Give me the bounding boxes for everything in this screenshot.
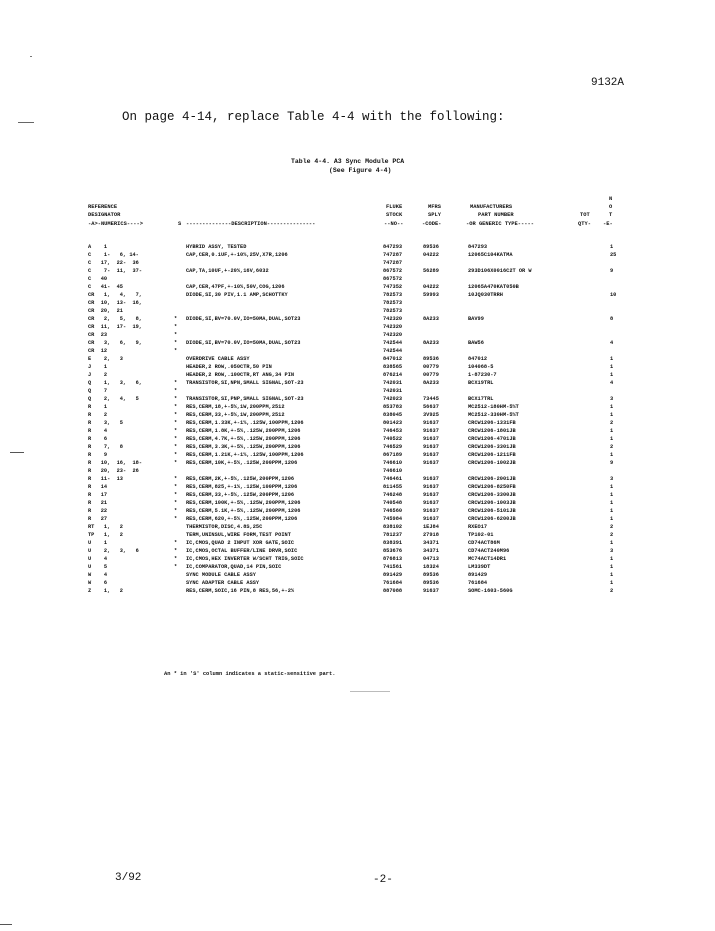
qty-cell: 2	[610, 444, 614, 450]
document-number: 9132A	[591, 77, 625, 89]
mfr-code-cell: 89536	[423, 244, 439, 250]
mfr-code-cell: 91637	[423, 452, 439, 458]
description-cell: RES,CERM,2K,+-5%,.125W,200PPM,1206	[186, 476, 295, 482]
static-flag-cell: *	[174, 476, 178, 482]
fluke-stock-cell: 746248	[383, 492, 403, 498]
static-flag-cell: *	[174, 420, 178, 426]
description-cell: CAP,CER,47PF,+-10%,50V,COG,1206	[186, 284, 285, 290]
fluke-stock-cell: 742320	[383, 332, 403, 338]
fluke-stock-cell: 742544	[383, 340, 403, 346]
header-s: S	[178, 221, 182, 227]
qty-cell: 10	[610, 292, 617, 298]
ref-cell: R 7, 8	[88, 444, 123, 450]
description-cell: RES,CERM,3.3K,+-5%,.125W,200PPM,1206	[186, 444, 301, 450]
mfr-code-cell: 89536	[423, 580, 439, 586]
qty-cell: 1	[610, 492, 614, 498]
fluke-stock-cell: 847293	[383, 244, 403, 250]
part-number-cell: CRCW1206-3301JB	[468, 444, 516, 450]
qty-cell: 4	[610, 380, 614, 386]
qty-cell: 4	[610, 340, 614, 346]
fluke-stock-cell: 853676	[383, 548, 403, 554]
fluke-stock-cell: 867572	[383, 276, 403, 282]
fluke-stock-cell: 782573	[383, 308, 403, 314]
fluke-stock-cell: 746453	[383, 428, 403, 434]
fluke-stock-cell: 742031	[383, 388, 403, 394]
mfr-code-cell: 91637	[423, 476, 439, 482]
fluke-stock-cell: 887088	[383, 588, 403, 594]
fluke-stock-cell: 742023	[383, 396, 403, 402]
ref-cell: U 1	[88, 540, 108, 546]
fluke-stock-cell: 747287	[383, 252, 403, 258]
part-number-cell: LM339DT	[468, 564, 491, 570]
fluke-stock-cell: 741561	[383, 564, 403, 570]
qty-cell: 3	[610, 548, 614, 554]
part-number-cell: CRCW1206-3300JB	[468, 492, 516, 498]
ref-cell: CR 2, 5, 8,	[88, 316, 143, 322]
static-flag-cell: *	[174, 444, 178, 450]
part-number-cell: CD74ACT86M	[468, 540, 500, 546]
qty-cell: 1	[610, 364, 614, 370]
mfr-code-cell: 91637	[423, 484, 439, 490]
mfr-code-cell: 27918	[423, 532, 439, 538]
qty-cell: 1	[610, 412, 614, 418]
mfr-code-cell: 1EJ84	[423, 524, 439, 530]
description-cell: IC,COMPARATOR,QUAD,14 PIN,SOIC	[186, 564, 282, 570]
ref-cell: CR 11, 17- 19,	[88, 324, 143, 330]
ref-cell: CR 3, 6, 9,	[88, 340, 143, 346]
fluke-stock-cell: 742320	[383, 316, 403, 322]
ref-cell: E 2, 3	[88, 356, 123, 362]
description-cell: DIODE,SI,BV=70.0V,IO=50MA,DUAL,SOT23	[186, 316, 301, 322]
ref-cell: Z 1, 2	[88, 588, 123, 594]
fluke-stock-cell: 746560	[383, 508, 403, 514]
part-number-cell: 847012	[468, 356, 488, 362]
header-n3: T	[609, 212, 613, 218]
fluke-stock-cell: 742031	[383, 380, 403, 386]
mfr-code-cell: 91637	[423, 460, 439, 466]
part-number-cell: 891429	[468, 572, 488, 578]
part-number-cell: 12065A470KAT050B	[468, 284, 519, 290]
mfr-code-cell: 00779	[423, 372, 439, 378]
part-number-cell: CRCW1206-2001JB	[468, 476, 516, 482]
part-number-cell: BCX19TRL	[468, 380, 494, 386]
description-cell: RES,CERM,33,+-5%,.125W,200PPM,1206	[186, 492, 295, 498]
part-number-cell: 847293	[468, 244, 488, 250]
ref-cell: CR 1, 4, 7,	[88, 292, 143, 298]
fluke-stock-cell: 747287	[383, 260, 403, 266]
static-flag-cell: *	[174, 428, 178, 434]
part-number-cell: CRCW1206-4701JB	[468, 436, 516, 442]
mfr-code-cell: 04222	[423, 284, 439, 290]
ref-cell: R 9	[88, 452, 108, 458]
ref-cell: R 6	[88, 436, 108, 442]
qty-cell: 25	[610, 252, 617, 258]
mfr-code-cell: 00779	[423, 364, 439, 370]
footnote: An * in 'S' column indicates a static-sensitive part.	[164, 671, 336, 677]
part-number-cell: CRCW1206-1331FB	[468, 420, 516, 426]
qty-cell: 1	[610, 452, 614, 458]
static-flag-cell: *	[174, 516, 178, 522]
fluke-stock-cell: 782573	[383, 292, 403, 298]
description-cell: IC,CMOS,QUAD 2 INPUT XOR GATE,SOIC	[186, 540, 295, 546]
static-flag-cell: *	[174, 316, 178, 322]
header-fluke1: FLUKE	[386, 204, 403, 210]
part-number-cell: 293D106X0016C2T OR W	[468, 268, 532, 274]
static-flag-cell: *	[174, 332, 178, 338]
fluke-stock-cell: 838102	[383, 524, 403, 530]
qty-cell: 1	[610, 500, 614, 506]
fluke-stock-cell: 838565	[383, 364, 403, 370]
fluke-stock-cell: 867572	[383, 268, 403, 274]
mfr-code-cell: 59993	[423, 292, 439, 298]
qty-cell: 1	[610, 436, 614, 442]
fluke-stock-cell: 746610	[383, 468, 403, 474]
fluke-stock-cell: 876214	[383, 372, 403, 378]
mfr-code-cell: 56637	[423, 404, 439, 410]
qty-cell: 1	[610, 572, 614, 578]
mfr-code-cell: 91637	[423, 428, 439, 434]
description-cell: RES,CERM,620,+-5%,.125W,200PPM,1206	[186, 516, 298, 522]
description-cell: CAP,CER,0.1UF,+-10%,25V,X7R,1206	[186, 252, 288, 258]
qty-cell: 1	[610, 540, 614, 546]
description-cell: THERMISTOR,DISC,4.8S,25C	[186, 524, 263, 530]
mfr-code-cell: 3V925	[423, 412, 439, 418]
fluke-stock-cell: 867189	[383, 452, 403, 458]
ref-cell: C 40	[88, 276, 108, 282]
table-title: Table 4-4. A3 Sync Module PCA	[291, 158, 405, 165]
description-cell: DIODE,SI,30 PIV,1.1 AMP,SCHOTTKY	[186, 292, 288, 298]
fluke-stock-cell: 761684	[383, 580, 403, 586]
ref-cell: C 1- 6, 14-	[88, 252, 139, 258]
ref-cell: CR 23	[88, 332, 108, 338]
ref-cell: W 6	[88, 580, 108, 586]
static-flag-cell: *	[174, 484, 178, 490]
ref-cell: C 17, 22- 36	[88, 260, 139, 266]
description-cell: SYNC ADAPTER CABLE ASSY	[186, 580, 260, 586]
static-flag-cell: *	[174, 540, 178, 546]
part-number-cell: TP102-01	[468, 532, 494, 538]
header-description: --------------DESCRIPTION---------------	[186, 221, 316, 227]
qty-cell: 2	[610, 588, 614, 594]
part-number-cell: BAV99	[468, 316, 484, 322]
table-subtitle: (See Figure 4-4)	[329, 167, 392, 174]
header-mfrs2: SPLY	[428, 212, 441, 218]
fluke-stock-cell: 745984	[383, 516, 403, 522]
mfr-code-cell: 89536	[423, 572, 439, 578]
ref-cell: Q 7	[88, 388, 108, 394]
ref-cell: R 27	[88, 516, 108, 522]
part-number-cell: CRCW1206-1211FB	[468, 452, 516, 458]
qty-cell: 1	[610, 556, 614, 562]
qty-cell: 1	[610, 484, 614, 490]
ref-cell: R 20, 23- 26	[88, 468, 139, 474]
description-cell: RES,CERM,100K,+-5%,.125W,200PPM,1206	[186, 500, 301, 506]
description-cell: TRANSISTOR,SI,PNP,SMALL SIGNAL,SOT-23	[186, 396, 304, 402]
header-designator: DESIGNATOR	[88, 212, 121, 218]
ref-cell: C 41- 45	[88, 284, 123, 290]
qty-cell: 1	[610, 508, 614, 514]
ref-cell: R 21	[88, 500, 108, 506]
ref-cell: W 4	[88, 572, 108, 578]
static-flag-cell: *	[174, 452, 178, 458]
header-fluke3: --NO--	[384, 221, 404, 227]
fluke-stock-cell: 782573	[383, 300, 403, 306]
ref-cell: R 17	[88, 492, 108, 498]
mfr-code-cell: 91637	[423, 420, 439, 426]
mfr-code-cell: 91637	[423, 500, 439, 506]
description-cell: TERM,UNINSUL,WIRE FORM,TEST POINT	[186, 532, 291, 538]
static-flag-cell: *	[174, 548, 178, 554]
header-mfr3: -OR GENERIC TYPE-----	[466, 221, 534, 227]
fluke-stock-cell: 838391	[383, 540, 403, 546]
static-flag-cell: *	[174, 436, 178, 442]
mfr-code-cell: 34371	[423, 548, 439, 554]
margin-mark	[30, 56, 32, 57]
header-n1: N	[609, 196, 613, 202]
description-cell: HYBRID ASSY, TESTED	[186, 244, 247, 250]
ref-cell: U 2, 3, 6	[88, 548, 139, 554]
fluke-stock-cell: 838045	[383, 412, 403, 418]
qty-cell: 1	[610, 516, 614, 522]
header-tot1: TOT	[580, 212, 590, 218]
part-number-cell: BAW56	[468, 340, 484, 346]
mfr-code-cell: 91637	[423, 444, 439, 450]
fluke-stock-cell: 891429	[383, 572, 403, 578]
mfr-code-cell: 91637	[423, 492, 439, 498]
part-number-cell: CRCW1206-1002JB	[468, 460, 516, 466]
ref-cell: C 7- 11, 37-	[88, 268, 143, 274]
static-flag-cell: *	[174, 324, 178, 330]
part-number-cell: CRCW1206-8250FB	[468, 484, 516, 490]
fluke-stock-cell: 781237	[383, 532, 403, 538]
part-number-cell: 10JQ030TRRH	[468, 292, 503, 298]
part-number-cell: MC2512-180HM-5%T	[468, 404, 519, 410]
qty-cell: 9	[610, 268, 614, 274]
part-number-cell: CRCW1206-5101JB	[468, 508, 516, 514]
part-number-cell: 1-87230-7	[468, 372, 497, 378]
qty-cell: 1	[610, 372, 614, 378]
description-cell: RES,CERM,18,+-5%,1W,200PPM,2512	[186, 404, 285, 410]
mfr-code-cell: 91637	[423, 508, 439, 514]
qty-cell: 3	[610, 396, 614, 402]
header-mfrs3: -CODE-	[422, 221, 442, 227]
qty-cell: 8	[610, 316, 614, 322]
qty-cell: 1	[610, 244, 614, 250]
ref-cell: CR 12	[88, 348, 108, 354]
qty-cell: 9	[610, 460, 614, 466]
header-reference: REFERENCE	[88, 204, 118, 210]
static-flag-cell: *	[174, 388, 178, 394]
header-mfr1: MANUFACTURERS	[470, 204, 513, 210]
intro-text: On page 4-14, replace Table 4-4 with the following:	[122, 110, 505, 124]
fluke-stock-cell: 746529	[383, 444, 403, 450]
fluke-stock-cell: 742320	[383, 324, 403, 330]
qty-cell: 1	[610, 404, 614, 410]
mfr-code-cell: 91637	[423, 588, 439, 594]
part-number-cell: CRCW1206-1003JB	[468, 500, 516, 506]
margin-mark	[0, 924, 12, 925]
part-number-cell: CRCW1206-6200JB	[468, 516, 516, 522]
part-number-cell: 104068-5	[468, 364, 494, 370]
part-number-cell: 12065C104KATMA	[468, 252, 513, 258]
fluke-stock-cell: 847012	[383, 356, 403, 362]
margin-mark	[10, 452, 24, 453]
description-cell: RES,CERM,1.8K,+-5%,.125W,200PPM,1206	[186, 428, 301, 434]
ref-cell: R 2	[88, 412, 108, 418]
mfr-code-cell: 04713	[423, 556, 439, 562]
part-number-cell: SOMC-1603-560G	[468, 588, 513, 594]
description-cell: IC,CMOS,HEX INVERTER W/SCHT TRIG,SOIC	[186, 556, 304, 562]
qty-cell: 1	[610, 564, 614, 570]
ref-cell: TP 1, 2	[88, 532, 123, 538]
description-cell: DIODE,SI,BV=70.0V,IO=50MA,DUAL,SOT23	[186, 340, 301, 346]
ref-cell: R 1	[88, 404, 108, 410]
static-flag-cell: *	[174, 404, 178, 410]
static-flag-cell: *	[174, 556, 178, 562]
mfr-code-cell: 91637	[423, 516, 439, 522]
static-flag-cell: *	[174, 460, 178, 466]
ref-cell: Q 1, 3, 6,	[88, 380, 143, 386]
static-flag-cell: *	[174, 500, 178, 506]
ref-cell: R 4	[88, 428, 108, 434]
ref-cell: RT 1, 2	[88, 524, 123, 530]
ref-cell: R 22	[88, 508, 108, 514]
fluke-stock-cell: 740522	[383, 436, 403, 442]
mfr-code-cell: 8A233	[423, 316, 439, 322]
fluke-stock-cell: 746610	[383, 460, 403, 466]
scan-mark	[350, 691, 390, 692]
qty-cell: 1	[610, 580, 614, 586]
mfr-code-cell: 8A233	[423, 380, 439, 386]
part-number-cell: BCX17TRL	[468, 396, 494, 402]
description-cell: RES,CERM,1.33K,+-1%,.125W,100PPM,1206	[186, 420, 304, 426]
mfr-code-cell: 04222	[423, 252, 439, 258]
description-cell: RES,CERM,10K,+-5%,.125W,200PPM,1206	[186, 460, 298, 466]
ref-cell: R 3, 5	[88, 420, 123, 426]
qty-cell: 1	[610, 428, 614, 434]
ref-cell: R 10, 16, 18-	[88, 460, 143, 466]
ref-cell: A 1	[88, 244, 108, 250]
description-cell: RES,CERM,SOIC,16 PIN,8 RES,56,+-2%	[186, 588, 295, 594]
ref-cell: Q 2, 4, 5	[88, 396, 139, 402]
qty-cell: 2	[610, 532, 614, 538]
qty-cell: 2	[610, 524, 614, 530]
description-cell: TRANSISTOR,SI,NPN,SMALL SIGNAL,SOT-23	[186, 380, 304, 386]
fluke-stock-cell: 811455	[383, 484, 403, 490]
mfr-code-cell: 34371	[423, 540, 439, 546]
mfr-code-cell: 56289	[423, 268, 439, 274]
header-mfr2: PART NUMBER	[478, 212, 514, 218]
mfr-code-cell: 89536	[423, 356, 439, 362]
static-flag-cell: *	[174, 396, 178, 402]
description-cell: OVERDRIVE CABLE ASSY	[186, 356, 250, 362]
description-cell: HEADER,2 ROW,.050CTR,50 PIN	[186, 364, 272, 370]
fluke-stock-cell: 740548	[383, 500, 403, 506]
description-cell: SYNC MODULE CABLE ASSY	[186, 572, 256, 578]
part-number-cell: CRCW1206-1801JB	[468, 428, 516, 434]
mfr-code-cell: 8A233	[423, 340, 439, 346]
header-fluke2: STOCK	[386, 212, 403, 218]
qty-cell: 2	[610, 420, 614, 426]
header-mfrs1: MFRS	[428, 204, 441, 210]
description-cell: RES,CERM,5.1K,+-5%,.125W,200PPM,1206	[186, 508, 301, 514]
header-n4: -E-	[603, 221, 613, 227]
date: 3/92	[115, 872, 142, 884]
description-cell: CAP,TA,10UF,+-20%,16V,6032	[186, 268, 269, 274]
description-cell: IC,CMOS,OCTAL BUFFER/LINE DRVR,SOIC	[186, 548, 298, 554]
margin-mark	[18, 122, 34, 123]
fluke-stock-cell: 876813	[383, 556, 403, 562]
part-number-cell: MC2512-330HM-5%T	[468, 412, 519, 418]
qty-cell: 3	[610, 476, 614, 482]
mfr-code-cell: 91637	[423, 436, 439, 442]
header-tot2: QTY-	[578, 221, 591, 227]
static-flag-cell: *	[174, 564, 178, 570]
part-number-cell: CD74ACT240M96	[468, 548, 510, 554]
fluke-stock-cell: 746461	[383, 476, 403, 482]
description-cell: RES,CERM,1.21K,+-1%,.125W,100PPM,1206	[186, 452, 304, 458]
ref-cell: U 5	[88, 564, 108, 570]
qty-cell: 1	[610, 356, 614, 362]
part-number-cell: MC74ACT14DR1	[468, 556, 507, 562]
part-number-cell: RXEO17	[468, 524, 488, 530]
static-flag-cell: *	[174, 492, 178, 498]
static-flag-cell: *	[174, 508, 178, 514]
part-number-cell: 761684	[468, 580, 488, 586]
ref-cell: CR 10, 13- 16,	[88, 300, 143, 306]
header-n2: O	[609, 204, 613, 210]
ref-cell: R 11- 13	[88, 476, 123, 482]
header-numerics: -A>-NUMERICS---->	[88, 221, 143, 227]
description-cell: HEADER,2 ROW,.100CTR,RT ANG,34 PIN	[186, 372, 295, 378]
ref-cell: CR 20, 21	[88, 308, 123, 314]
ref-cell: J 2	[88, 372, 108, 378]
static-flag-cell: *	[174, 412, 178, 418]
static-flag-cell: *	[174, 348, 178, 354]
description-cell: RES,CERM,4.7K,+-5%,.125W,200PPM,1206	[186, 436, 301, 442]
fluke-stock-cell: 742544	[383, 348, 403, 354]
page-number: -2-	[373, 874, 393, 886]
fluke-stock-cell: 801423	[383, 420, 403, 426]
fluke-stock-cell: 853783	[383, 404, 403, 410]
static-flag-cell: *	[174, 380, 178, 386]
ref-cell: J 1	[88, 364, 108, 370]
mfr-code-cell: 73445	[423, 396, 439, 402]
description-cell: RES,CERM,825,+-1%,.125W,100PPM,1206	[186, 484, 298, 490]
fluke-stock-cell: 747352	[383, 284, 403, 290]
ref-cell: R 14	[88, 484, 108, 490]
static-flag-cell: *	[174, 340, 178, 346]
description-cell: RES,CERM,33,+-5%,1W,200PPM,2512	[186, 412, 285, 418]
mfr-code-cell: 18324	[423, 564, 439, 570]
ref-cell: U 4	[88, 556, 108, 562]
